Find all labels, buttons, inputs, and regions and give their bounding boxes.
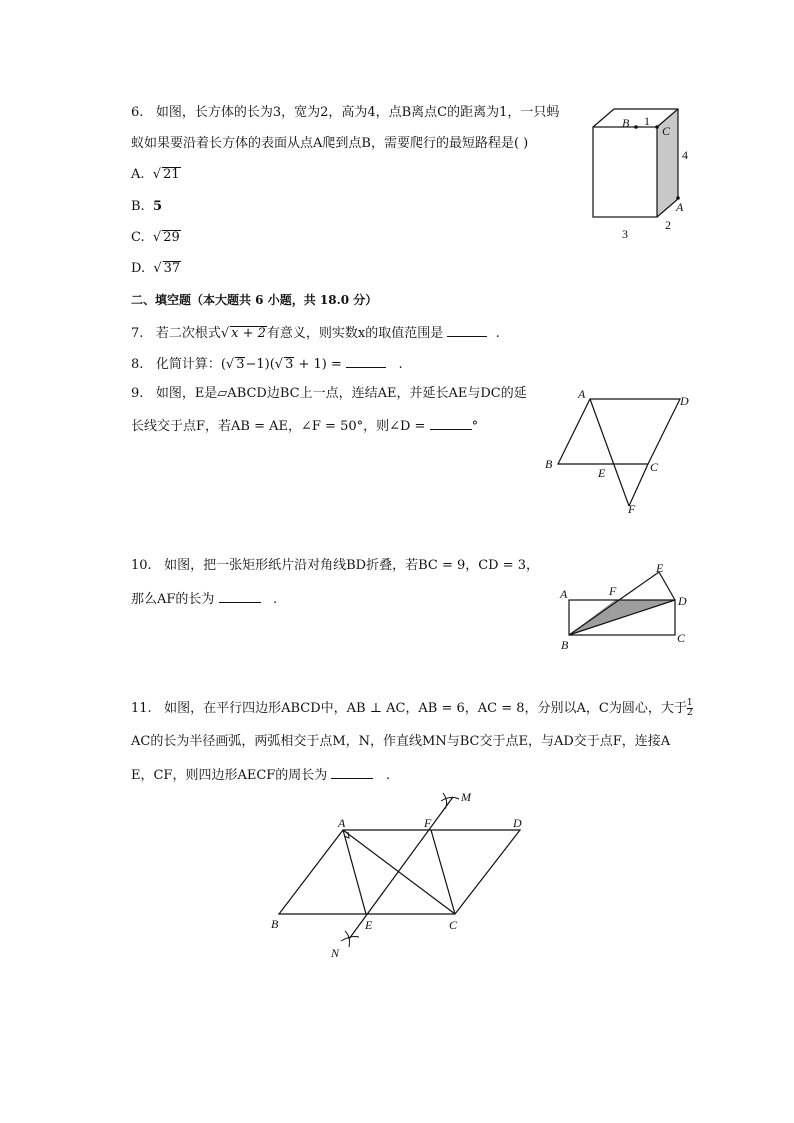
q7: 7. 若二次根式√ x + 2有意义，则实数x的取值范围是 . <box>131 326 500 341</box>
q6-text-line2: 蚁如果要沿着长方体的表面从点A爬到点B，需要爬行的最短路程是( ) <box>131 136 529 151</box>
label-3: 3 <box>622 227 628 241</box>
label-a: A <box>560 587 568 601</box>
label-d: D <box>680 394 689 408</box>
line-cf <box>629 464 648 506</box>
label-1: 1 <box>644 114 650 128</box>
label-f: F <box>609 584 617 598</box>
q10-line2: 那么AF的长为 . <box>131 592 278 607</box>
q8: 8. 化简计算：(√ 3−1)(√ 3 + 1) = . <box>131 357 403 372</box>
label-e: E <box>365 918 373 932</box>
q6-option-c-radicand: 29 <box>163 230 180 245</box>
q6-number: 6. <box>131 105 144 120</box>
label-b: B <box>271 917 279 931</box>
q6-option-a-radicand: 21 <box>163 167 180 182</box>
q7-answer-blank[interactable] <box>447 324 487 337</box>
line-af <box>590 399 629 506</box>
q8-answer-blank[interactable] <box>346 355 386 368</box>
point-c <box>655 125 659 129</box>
segment-ae <box>343 830 366 914</box>
q6-option-d[interactable]: D. √ 37 <box>131 261 181 276</box>
label-b: B <box>561 638 569 652</box>
q6-line1 <box>131 105 559 121</box>
label-c: C <box>650 460 659 474</box>
label-c: C <box>677 631 686 645</box>
segment-cf <box>431 830 455 914</box>
q9-parallelogram-figure <box>540 385 705 520</box>
label-e: E <box>656 561 664 575</box>
label-a: A <box>338 816 346 830</box>
label-f: F <box>424 816 432 830</box>
label-m: M <box>461 790 471 804</box>
q10-answer-blank[interactable] <box>219 590 261 603</box>
q11-line1: 11. 如图，在平行四边形ABCD中，AB ⊥ AC，AB = 6，AC = 8，分别以A，C为圆心，大于 $\frac{1}{2}$ <box>131 698 693 718</box>
arc-m-1 <box>443 793 447 809</box>
q6-option-a[interactable]: A. √ 21 <box>131 167 180 182</box>
q9-line2: 长线交于点F，若AB = AE，∠F = 50°，则∠D = ° <box>131 419 479 434</box>
q11-parallelogram-figure <box>265 785 540 965</box>
cuboid-front-face <box>593 127 657 217</box>
q6-option-b[interactable]: B. 5 <box>131 199 162 214</box>
q9-answer-blank[interactable] <box>430 417 472 430</box>
q6-option-d-radicand: 37 <box>163 261 181 276</box>
q6-cuboid-figure <box>585 105 695 240</box>
q11-line2: AC的长为半径画弧，两弧相交于点M，N，作直线MN与BC交于点E，与AD交于点F，连接A <box>131 734 671 749</box>
label-n: N <box>331 946 340 960</box>
label-4: 4 <box>682 148 688 162</box>
label-a: A <box>676 200 684 214</box>
arc-n-2 <box>341 937 359 942</box>
q11-line3: E，CF，则四边形AECF的周长为 . <box>131 768 390 783</box>
diagonal-ac <box>343 830 455 914</box>
fraction-half: $\frac{1}{2}$ <box>686 698 693 718</box>
label-c: C <box>662 124 671 138</box>
q9-line1: 9. 如图，E是▱ABCD边BC上一点，连结AE，并延长AE与DC的延 <box>131 386 527 401</box>
q6-option-b-value: 5 <box>152 199 162 214</box>
parallelogram-abcd <box>558 399 680 464</box>
label-f: F <box>628 502 636 516</box>
label-b: B <box>622 116 630 130</box>
label-c: C <box>449 918 458 932</box>
point-b <box>634 125 638 129</box>
q7-radicand: x + 2 <box>231 326 266 341</box>
label-e: E <box>598 466 606 480</box>
label-d: D <box>678 594 687 608</box>
label-2: 2 <box>665 218 671 232</box>
section-heading: 二、填空题（本大题共 6 小题，共 18.0 分） <box>131 293 378 307</box>
q10-line1: 10. 如图，把一张矩形纸片沿对角线BD折叠，若BC = 9，CD = 3， <box>131 558 540 573</box>
label-a: A <box>578 387 586 401</box>
q10-folded-rectangle-figure <box>555 558 705 653</box>
q6-text-line1: 如图，长方体的长为3，宽为2，高为4，点B离点C的距离为1，一只蚂 <box>155 105 560 120</box>
label-d: D <box>513 816 522 830</box>
label-b: B <box>545 457 553 471</box>
q6-option-c[interactable]: C. √ 29 <box>131 230 180 245</box>
q11-answer-blank[interactable] <box>331 766 373 779</box>
